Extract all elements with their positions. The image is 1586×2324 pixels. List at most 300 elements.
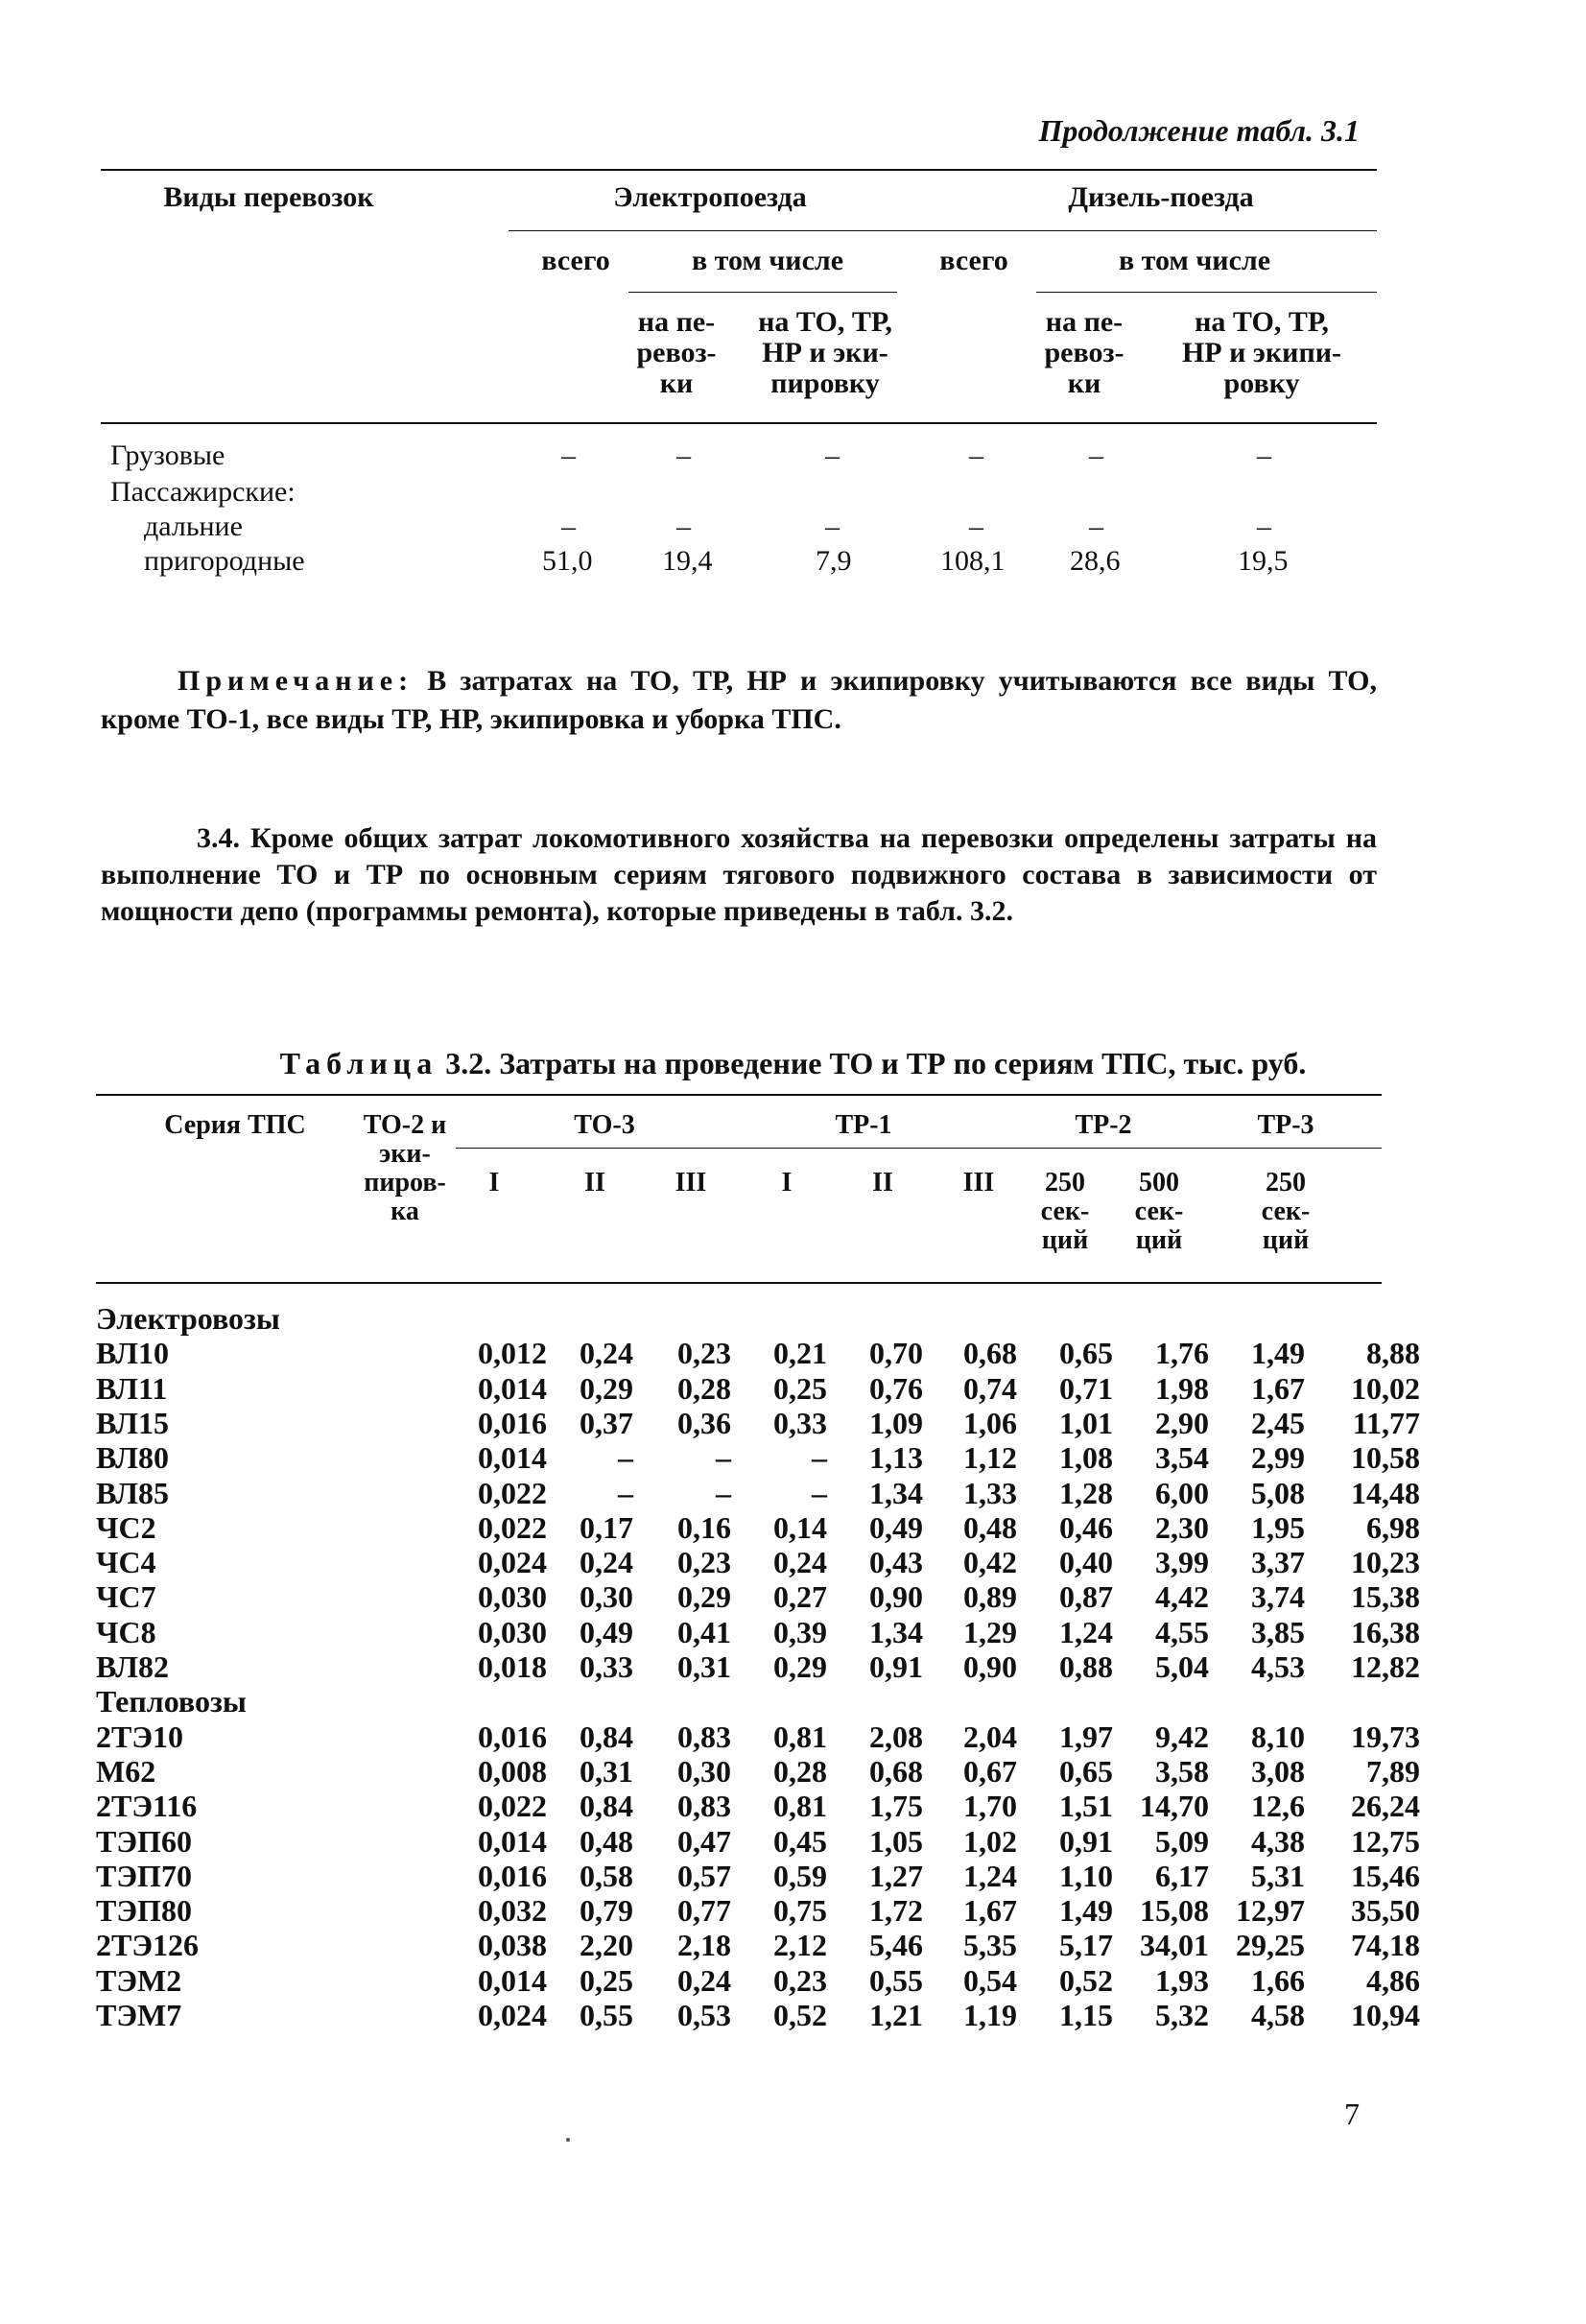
table1-head-na-to-d: на ТО, ТР, НР и экипи- ровку: [1181, 306, 1342, 399]
cell: 0,83: [677, 1719, 731, 1754]
cell: 0,54: [963, 1962, 1017, 1998]
table1-head-diesel: Дизель-поезда: [1068, 181, 1254, 213]
cell: 1,93: [1155, 1962, 1209, 1998]
speck: [566, 2138, 570, 2142]
cell: 0,89: [963, 1579, 1017, 1615]
cell: 1,70: [963, 1789, 1017, 1824]
table2-head-tr1: ТР-1: [835, 1110, 892, 1140]
cell: 29,25: [1236, 1928, 1305, 1963]
cell: 0,48: [580, 1823, 633, 1859]
cell: 5,31: [1251, 1858, 1305, 1893]
cell: 0,45: [773, 1823, 827, 1859]
continuation-title: Продолжение табл. 3.1: [1038, 113, 1360, 148]
cell: 0,16: [677, 1509, 731, 1545]
cell: 5,04: [1155, 1649, 1209, 1684]
series-name: ТЭМ2: [96, 1962, 182, 1998]
table2-head-bottom-rule: [96, 1282, 1382, 1284]
series-name: ТЭП70: [96, 1858, 192, 1893]
series-name: ТЭП80: [96, 1893, 192, 1929]
cell: 9,42: [1155, 1719, 1209, 1754]
cell: –: [1257, 439, 1271, 471]
cell: 0,88: [1059, 1649, 1113, 1684]
cell: 0,31: [677, 1649, 731, 1684]
cell: –: [825, 439, 840, 471]
cell: 0,024: [478, 1545, 547, 1580]
cell: 1,49: [1251, 1336, 1305, 1371]
cell: 5,32: [1155, 1998, 1209, 2032]
cell: 3,08: [1251, 1753, 1305, 1789]
table-row: [96, 1789, 1420, 1824]
cell: 0,30: [677, 1753, 731, 1789]
cell: 0,58: [580, 1858, 633, 1893]
cell: 10,02: [1351, 1370, 1420, 1406]
cell: –: [716, 1475, 731, 1510]
cell: 14,70: [1140, 1789, 1209, 1824]
table2-head-to3: ТО-3: [574, 1110, 635, 1140]
cell: 1,95: [1251, 1509, 1305, 1545]
cell: 2,45: [1251, 1405, 1305, 1440]
cell: 19,4: [662, 545, 713, 577]
cell: 1,33: [963, 1475, 1017, 1510]
table1-head-vsego-e: всего: [541, 245, 610, 276]
cell: –: [676, 510, 691, 542]
cell: –: [812, 1475, 827, 1510]
cell: 1,67: [963, 1893, 1017, 1929]
cell: 5,08: [1251, 1475, 1305, 1510]
cell: 6,17: [1155, 1858, 1209, 1893]
paragraph-text: 3.4. Кроме общих затрат локомотивного хозяйства на перевозки определены затраты на выполнение ТО и ТР по основным сериям тягового подвижного состава в зависимости от мощности депо (программы ремонта), которые приведены в табл. 3.2.: [101, 822, 1377, 927]
cell: 0,012: [478, 1336, 547, 1371]
cell: 15,38: [1351, 1579, 1420, 1615]
cell: 0,42: [963, 1545, 1017, 1580]
cell: 1,08: [1059, 1440, 1113, 1476]
cell: 3,54: [1155, 1440, 1209, 1476]
table1-head-rule-2: [628, 292, 897, 293]
cell: 0,49: [869, 1509, 923, 1545]
table1-head-vsego-d: всего: [939, 245, 1008, 276]
table2-head-tr2-250: 250 сек- ций: [1040, 1168, 1090, 1255]
cell: 0,29: [580, 1370, 633, 1406]
cell: 1,76: [1155, 1336, 1209, 1371]
cell: 2,12: [773, 1928, 827, 1963]
cell: 34,01: [1140, 1928, 1209, 1963]
cell: 0,71: [1059, 1370, 1113, 1406]
series-name: ТЭП60: [96, 1823, 192, 1859]
cell: 10,23: [1351, 1545, 1420, 1580]
cell: 1,34: [869, 1475, 923, 1510]
cell: 12,6: [1251, 1789, 1305, 1824]
cell: 0,24: [580, 1545, 633, 1580]
cell: 0,29: [677, 1579, 731, 1615]
table-note: [101, 662, 1377, 739]
series-name: 2ТЭ116: [96, 1789, 198, 1824]
table-row: [101, 439, 1377, 476]
table-row: [96, 1858, 1420, 1893]
cell: 0,014: [478, 1823, 547, 1859]
cell: 0,038: [478, 1928, 547, 1963]
table2-head-tr1-I: I: [781, 1168, 793, 1198]
cell: 1,75: [869, 1789, 923, 1824]
cell: 16,38: [1351, 1614, 1420, 1649]
table1-head-vtom-d: в том числе: [1118, 245, 1271, 276]
cell: 0,31: [580, 1753, 633, 1789]
table2-head-to2: ТО-2 и эки- пиров- ка: [363, 1110, 447, 1226]
table-3-2-caption: [0, 1046, 1586, 1081]
cell: 1,09: [869, 1405, 923, 1440]
table1-head-na-perevozki-d: на пе- ревоз- ки: [1044, 306, 1124, 399]
table1-head-vtom-e: в том числе: [691, 245, 844, 276]
series-name: ВЛ80: [96, 1440, 169, 1476]
cell: 0,81: [773, 1789, 827, 1824]
table1-top-rule: [101, 169, 1377, 171]
cell: 0,024: [478, 1998, 547, 2032]
cell: –: [969, 510, 983, 542]
cell: 0,37: [580, 1405, 633, 1440]
cell: 15,08: [1140, 1893, 1209, 1929]
cell: 0,39: [773, 1614, 827, 1649]
cell: 15,46: [1351, 1858, 1420, 1893]
cell: 1,72: [869, 1893, 923, 1929]
cell: 0,53: [677, 1998, 731, 2032]
caption-lead: Таблица: [279, 1046, 438, 1080]
cell: 0,74: [963, 1370, 1017, 1406]
series-name: 2ТЭ126: [96, 1928, 200, 1963]
cell: 0,79: [580, 1893, 633, 1929]
cell: 4,58: [1251, 1998, 1305, 2032]
row-label: пригородные: [144, 545, 305, 577]
cell: 1,05: [869, 1823, 923, 1859]
cell: 3,58: [1155, 1753, 1209, 1789]
cell: 26,24: [1351, 1789, 1420, 1824]
cell: –: [1089, 439, 1103, 471]
cell: 0,48: [963, 1509, 1017, 1545]
series-name: ВЛ82: [96, 1649, 169, 1684]
cell: 0,022: [478, 1789, 547, 1824]
cell: 5,46: [869, 1928, 923, 1963]
series-name: ВЛ15: [96, 1405, 169, 1440]
cell: 6,00: [1155, 1475, 1209, 1510]
cell: 0,25: [580, 1962, 633, 1998]
table-row: [96, 1962, 1420, 1998]
cell: 4,42: [1155, 1579, 1209, 1615]
cell: 7,89: [1366, 1753, 1420, 1789]
cell: 0,21: [773, 1336, 827, 1371]
cell: 0,28: [773, 1753, 827, 1789]
cell: 0,23: [773, 1962, 827, 1998]
series-name: ЧС7: [96, 1579, 156, 1615]
cell: 0,55: [580, 1998, 633, 2032]
table-row: [101, 510, 1377, 547]
cell: 0,032: [478, 1893, 547, 1929]
paragraph-3-4: [101, 820, 1377, 930]
cell: 0,29: [773, 1649, 827, 1684]
cell: 0,36: [677, 1405, 731, 1440]
table2-head-rule: [456, 1148, 1382, 1149]
table-row: [96, 1370, 1420, 1406]
cell: 28,6: [1070, 545, 1121, 577]
cell: 108,1: [940, 545, 1006, 577]
table2-head-tr2-500: 500 сек- ций: [1134, 1168, 1184, 1255]
cell: 5,17: [1059, 1928, 1113, 1963]
series-name: 2ТЭ10: [96, 1719, 184, 1754]
cell: 51,0: [542, 545, 593, 577]
cell: 0,77: [677, 1893, 731, 1929]
note-lead: Примечание:: [178, 665, 414, 697]
series-name: ТЭМ7: [96, 1998, 182, 2032]
caption-text: 3.2. Затраты на проведение ТО и ТР по сериям ТПС, тыс. руб.: [438, 1046, 1307, 1080]
cell: 0,27: [773, 1579, 827, 1615]
cell: 4,86: [1366, 1962, 1420, 1998]
cell: 0,68: [963, 1336, 1017, 1371]
table1-head-rule-1: [509, 230, 1377, 231]
cell: 1,66: [1251, 1962, 1305, 1998]
cell: 0,43: [869, 1545, 923, 1580]
cell: 1,98: [1155, 1370, 1209, 1406]
page-number: 7: [1344, 2097, 1360, 2131]
cell: 0,24: [580, 1336, 633, 1371]
table-row: [96, 1823, 1420, 1859]
table-row: [101, 545, 1377, 581]
cell: 2,99: [1251, 1440, 1305, 1476]
cell: 0,016: [478, 1405, 547, 1440]
cell: 5,09: [1155, 1823, 1209, 1859]
cell: 0,030: [478, 1614, 547, 1649]
table2-top-rule: [96, 1094, 1382, 1096]
cell: 1,19: [963, 1998, 1017, 2032]
cell: 0,030: [478, 1579, 547, 1615]
cell: 4,53: [1251, 1649, 1305, 1684]
cell: –: [716, 1440, 731, 1476]
cell: 1,06: [963, 1405, 1017, 1440]
row-label: Пассажирские:: [110, 476, 296, 508]
cell: 0,90: [963, 1649, 1017, 1684]
cell: 8,10: [1251, 1719, 1305, 1754]
table1-head-electro: Электропоезда: [613, 181, 807, 213]
cell: 1,24: [963, 1858, 1017, 1893]
cell: 1,34: [869, 1614, 923, 1649]
cell: 0,014: [478, 1962, 547, 1998]
table1-head-rule-3: [1036, 292, 1377, 293]
cell: 10,58: [1351, 1440, 1420, 1476]
cell: 1,27: [869, 1858, 923, 1893]
cell: 5,35: [963, 1928, 1017, 1963]
table-row: [96, 1719, 1420, 1754]
row-label: Грузовые: [110, 439, 225, 471]
cell: –: [825, 510, 840, 542]
group-heading: Тепловозы: [96, 1684, 247, 1719]
cell: 0,23: [677, 1545, 731, 1580]
table-row: [96, 1405, 1420, 1440]
table1-head-na-perevozki-e: на пе- ревоз- ки: [636, 306, 717, 399]
cell: 0,76: [869, 1370, 923, 1406]
series-name: ВЛ10: [96, 1336, 169, 1371]
table-row: [96, 1579, 1420, 1615]
cell: 3,37: [1251, 1545, 1305, 1580]
cell: 0,84: [580, 1789, 633, 1824]
table1-head-bottom-rule: [101, 422, 1377, 424]
cell: 0,14: [773, 1509, 827, 1545]
cell: 0,016: [478, 1719, 547, 1754]
cell: 0,008: [478, 1753, 547, 1789]
cell: –: [561, 439, 576, 471]
cell: 1,51: [1059, 1789, 1113, 1824]
cell: 1,12: [963, 1440, 1017, 1476]
note-text: В затратах на ТО, ТР, НР и экипировку учитываются все виды ТО, кроме ТО-1, все виды ТР, НР, экипировка и уборка ТПС.: [101, 665, 1377, 735]
cell: –: [618, 1475, 633, 1510]
cell: 0,49: [580, 1614, 633, 1649]
cell: 2,90: [1155, 1405, 1209, 1440]
series-name: ВЛ85: [96, 1475, 169, 1510]
table2-head-tr1-III: III: [962, 1168, 995, 1198]
table2-head-tr2: ТР-2: [1075, 1110, 1132, 1140]
cell: 0,17: [580, 1509, 633, 1545]
table-row: [96, 1998, 1420, 2032]
cell: 0,75: [773, 1893, 827, 1929]
cell: –: [561, 510, 576, 542]
cell: 0,90: [869, 1579, 923, 1615]
cell: 11,77: [1352, 1405, 1420, 1440]
cell: 0,022: [478, 1509, 547, 1545]
cell: 0,28: [677, 1370, 731, 1406]
table1-head-na-to-e: на ТО, ТР, НР и эки- пировку: [758, 306, 892, 399]
table-row: [96, 1614, 1420, 1649]
cell: 0,24: [773, 1545, 827, 1580]
table-row: [96, 1440, 1420, 1476]
cell: 8,88: [1366, 1336, 1420, 1371]
cell: 12,97: [1236, 1893, 1305, 1929]
cell: 1,28: [1059, 1475, 1113, 1510]
cell: 0,57: [677, 1858, 731, 1893]
cell: 1,24: [1059, 1614, 1113, 1649]
cell: 0,33: [773, 1405, 827, 1440]
cell: 19,5: [1238, 545, 1289, 577]
cell: 19,73: [1351, 1719, 1420, 1754]
cell: 1,10: [1059, 1858, 1113, 1893]
cell: 0,24: [677, 1962, 731, 1998]
table2-head-series: Серия ТПС: [164, 1110, 306, 1140]
cell: 0,91: [869, 1649, 923, 1684]
cell: 0,23: [677, 1336, 731, 1371]
cell: 14,48: [1351, 1475, 1420, 1510]
cell: –: [618, 1440, 633, 1476]
cell: 1,67: [1251, 1370, 1305, 1406]
cell: 10,94: [1351, 1998, 1420, 2032]
series-name: ЧС2: [96, 1509, 156, 1545]
table-row: [96, 1753, 1420, 1789]
cell: 7,9: [816, 545, 852, 577]
cell: 0,014: [478, 1440, 547, 1476]
cell: 2,04: [963, 1719, 1017, 1754]
cell: 1,01: [1059, 1405, 1113, 1440]
cell: 0,81: [773, 1719, 827, 1754]
cell: 1,02: [963, 1823, 1017, 1859]
cell: 0,25: [773, 1370, 827, 1406]
table-row: [96, 1893, 1420, 1929]
cell: –: [1089, 510, 1103, 542]
cell: 0,33: [580, 1649, 633, 1684]
cell: 35,50: [1351, 1893, 1420, 1929]
cell: 0,65: [1059, 1336, 1113, 1371]
cell: 1,21: [869, 1998, 923, 2032]
cell: 1,49: [1059, 1893, 1113, 1929]
cell: –: [812, 1440, 827, 1476]
cell: 0,83: [677, 1789, 731, 1824]
cell: 0,47: [677, 1823, 731, 1859]
cell: 2,30: [1155, 1509, 1209, 1545]
cell: 3,99: [1155, 1545, 1209, 1580]
cell: 0,52: [773, 1998, 827, 2032]
cell: 0,84: [580, 1719, 633, 1754]
cell: 0,59: [773, 1858, 827, 1893]
cell: 74,18: [1351, 1928, 1420, 1963]
cell: 12,82: [1351, 1649, 1420, 1684]
table-row: [96, 1928, 1420, 1963]
table-row: [96, 1336, 1420, 1371]
table2-head-tr3-250: 250 сек- ций: [1261, 1168, 1311, 1255]
cell: 0,40: [1059, 1545, 1113, 1580]
cell: 0,30: [580, 1579, 633, 1615]
cell: 0,68: [869, 1753, 923, 1789]
table-row: [96, 1475, 1420, 1510]
cell: 0,70: [869, 1336, 923, 1371]
cell: 3,74: [1251, 1579, 1305, 1615]
table2-head-tr3: ТР-3: [1257, 1110, 1314, 1140]
cell: –: [969, 439, 983, 471]
cell: 0,41: [677, 1614, 731, 1649]
cell: 0,55: [869, 1962, 923, 1998]
cell: 2,20: [580, 1928, 633, 1963]
group-heading: Электровозы: [96, 1301, 280, 1336]
table2-head-tr1-II: II: [872, 1168, 893, 1198]
cell: 2,18: [677, 1928, 731, 1963]
cell: 0,67: [963, 1753, 1017, 1789]
table1-head-col0: Виды перевозок: [163, 181, 374, 213]
cell: 0,65: [1059, 1753, 1113, 1789]
cell: 3,85: [1251, 1614, 1305, 1649]
cell: –: [676, 439, 691, 471]
row-label: дальние: [144, 510, 243, 542]
series-name: ЧС4: [96, 1545, 156, 1580]
table-row: [101, 476, 1377, 512]
cell: –: [1257, 510, 1271, 542]
table2-head-to3-II: II: [584, 1168, 605, 1198]
table2-head-to3-I: I: [488, 1168, 500, 1198]
cell: 0,014: [478, 1370, 547, 1406]
cell: 0,016: [478, 1858, 547, 1893]
cell: 12,75: [1351, 1823, 1420, 1859]
cell: 0,52: [1059, 1962, 1113, 1998]
cell: 1,15: [1059, 1998, 1113, 2032]
table-row: [96, 1509, 1420, 1545]
cell: 2,08: [869, 1719, 923, 1754]
cell: 0,46: [1059, 1509, 1113, 1545]
table-row: [96, 1545, 1420, 1580]
series-name: ВЛ11: [96, 1370, 168, 1406]
cell: 0,018: [478, 1649, 547, 1684]
series-name: ЧС8: [96, 1614, 156, 1649]
table2-head-to3-III: III: [675, 1168, 707, 1198]
cell: 0,87: [1059, 1579, 1113, 1615]
cell: 1,29: [963, 1614, 1017, 1649]
cell: 6,98: [1366, 1509, 1420, 1545]
cell: 4,55: [1155, 1614, 1209, 1649]
cell: 0,022: [478, 1475, 547, 1510]
cell: 1,13: [869, 1440, 923, 1476]
series-name: М62: [96, 1753, 156, 1789]
cell: 0,91: [1059, 1823, 1113, 1859]
cell: 4,38: [1251, 1823, 1305, 1859]
cell: 1,97: [1059, 1719, 1113, 1754]
